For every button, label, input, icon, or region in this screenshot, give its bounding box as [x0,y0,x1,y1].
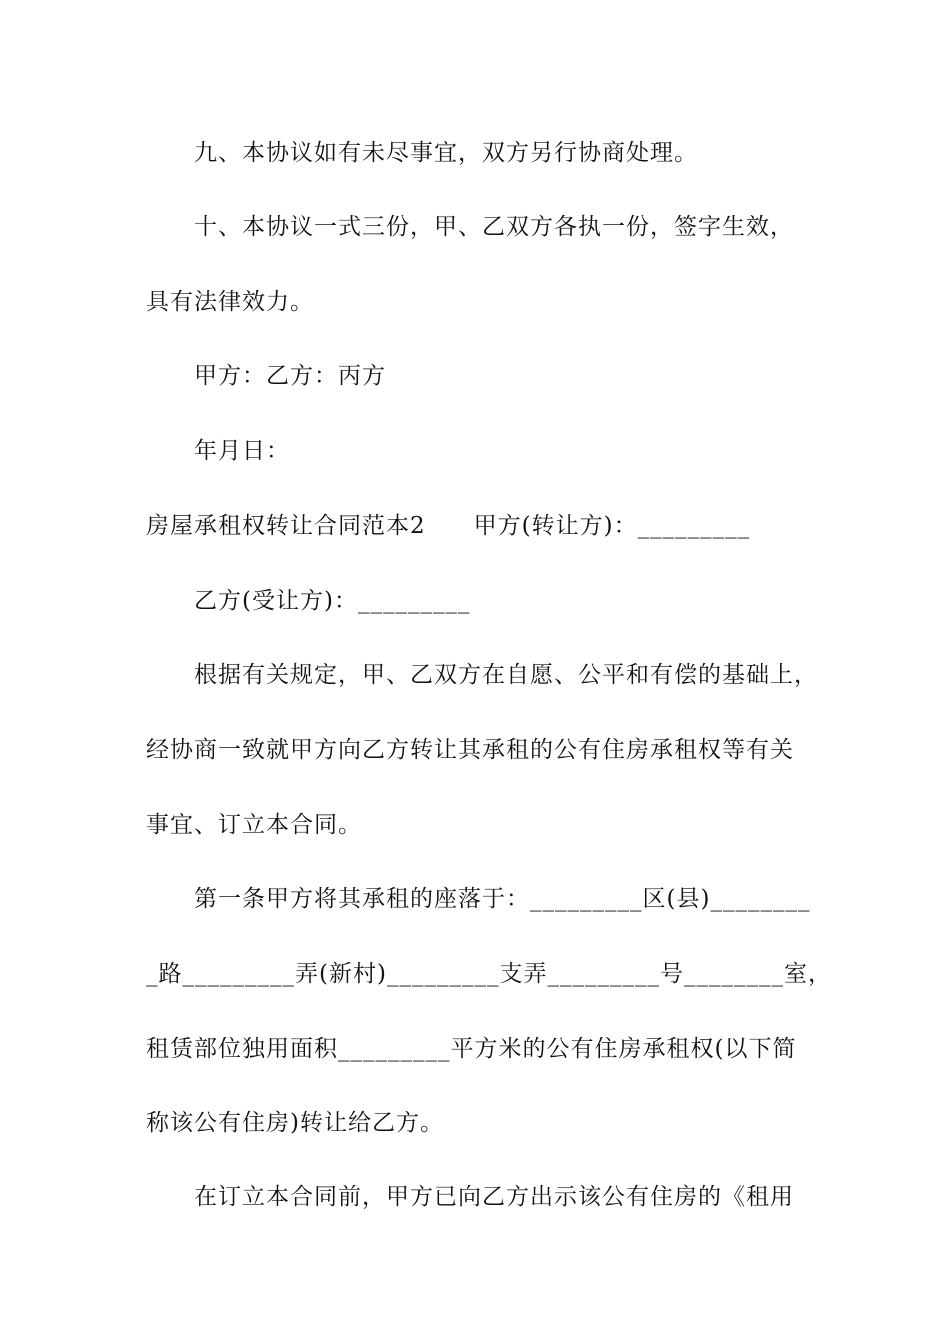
contract-title-party-a: 房屋承租权转让合同范本2 甲方(转让方)：_________ [146,513,751,539]
article-one-line-3: 租赁部位独用面积_________平方米的公有住房承租权(以下简 [146,1036,797,1062]
clause-ten-continued: 具有法律效力。 [146,289,314,315]
article-one-line-2: _路_________弄(新村)_________支弄_________号________室， [146,961,832,987]
preamble-line-3: 事宜、订立本合同。 [146,812,362,838]
signature-date: 年月日： [194,438,290,464]
pre-contract-disclosure: 在订立本合同前，甲方已向乙方出示该公有住房的《租用 [194,1184,794,1210]
signature-parties: 甲方：乙方：丙方 [194,363,386,389]
party-b-line: 乙方(受让方)：_________ [194,588,471,614]
clause-ten: 十、本协议一式三份，甲、乙双方各执一份，签字生效， [194,214,794,240]
clause-nine: 九、本协议如有未尽事宜，双方另行协商处理。 [194,140,698,166]
preamble-line-2: 经协商一致就甲方向乙方转让其承租的公有住房承租权等有关 [146,737,794,763]
preamble-line-1: 根据有关规定，甲、乙双方在自愿、公平和有偿的基础上， [194,662,818,688]
article-one-line-1: 第一条甲方将其承租的座落于：_________区(县)________ [194,886,811,912]
article-one-line-4: 称该公有住房)转让给乙方。 [146,1110,444,1136]
